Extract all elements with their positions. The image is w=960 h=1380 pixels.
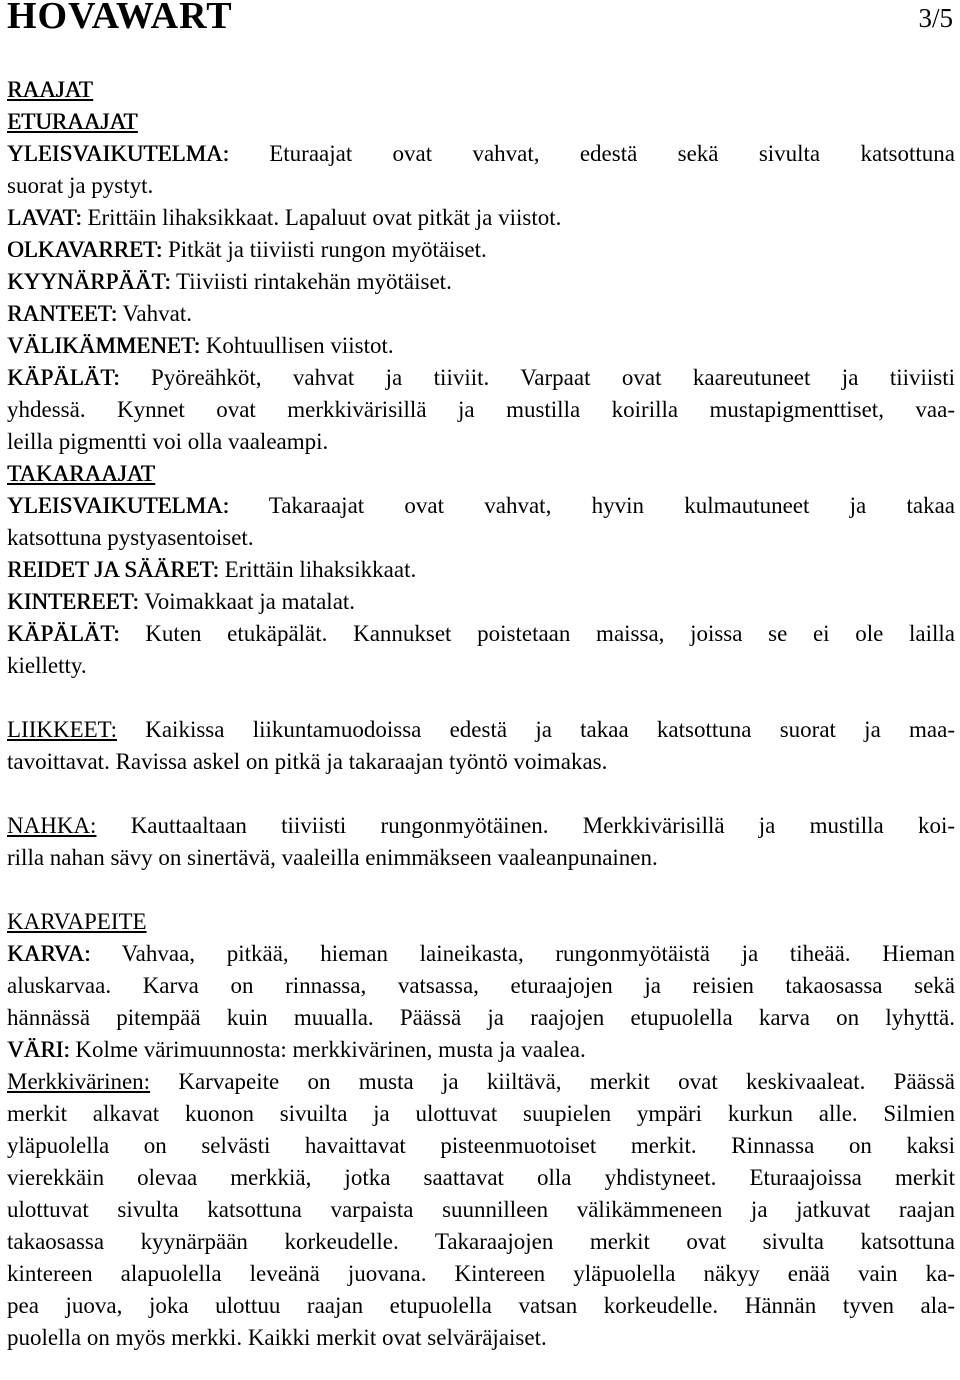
skin-text: Kauttaaltaan tiiviisti rungonmyötäinen. Merkkivärisillä ja mustilla koi- [130,813,955,838]
movement-line-2: tavoittavat. Ravissa askel on pitkä ja takaraajan työntö voimakas. [7,749,608,774]
spacer [7,682,955,714]
movement-line [7,714,955,746]
wrists-line [7,298,955,330]
pasterns-label: VÄLIKÄMMENET: [7,333,201,358]
hair-line-2: aluskarvaa. Karva on rinnassa, vatsassa, eturaajojen ja reisien takaosassa sekä [7,973,955,998]
pasterns-line [7,330,955,362]
shoulders-text: Erittäin lihaksikkaat. Lapaluut ovat pitkät ja viistot. [87,205,562,230]
front-feet-line [7,362,955,394]
hind-general-text: Takaraajat ovat vahvat, hyvin kulmautuneet ja takaa [268,493,955,518]
hind-feet-line [7,618,955,650]
hocks-label: KINTEREET: [7,589,139,614]
movement-section [7,714,955,778]
front-feet-text: Pyöreähköt, vahvat ja tiiviit. Varpaat ovat kaareutuneet ja tiiviisti [151,365,956,390]
color-line [7,1034,955,1066]
upper-arms-text: Pitkät ja tiiviisti rungon myötäiset. [167,237,487,262]
color-text: Kolme värimuunnosta: merkkivärinen, musta ja vaalea. [75,1037,586,1062]
hind-limbs-heading: TAKARAAJAT [7,461,155,486]
marked-line-2: merkit alkavat kuonon sivuilta ja ulottuvat suupielen ympäri kurkun alle. Silmien [7,1101,955,1126]
movement-text: Kaikissa liikuntamuodoissa edestä ja takaa katsottuna suorat ja maa- [145,717,955,742]
marked-line-7: kintereen alapuolella leveänä juovana. Kintereen yläpuolella näkyy enää vain ka- [7,1261,955,1286]
document-page [7,0,955,1354]
front-feet-line-2: yhdessä. Kynnet ovat merkkivärisillä ja mustilla koirilla mustapigmenttiset, vaa- [7,397,955,422]
wrists-label: RANTEET: [7,301,118,326]
limbs-heading: RAAJAT [7,77,93,102]
document-title: HOVAWART [7,0,233,37]
marked-line-8: pea juova, joka ulottuu raajan etupuolella vatsan korkeudelle. Hännän tyven ala- [7,1293,955,1318]
elbows-label: KYYNÄRPÄÄT: [7,269,171,294]
front-general-line-2: suorat ja pystyt. [7,173,154,198]
skin-line [7,810,955,842]
elbows-line [7,266,955,298]
pasterns-text: Kohtuullisen viistot. [205,333,394,358]
hind-feet-text: Kuten etukäpälät. Kannukset poistetaan maissa, joissa se ei ole lailla [145,621,956,646]
front-general-line [7,138,955,170]
marked-line-9: puolella on myös merkki. Kaikki merkit ovat selväräjaiset. [7,1325,547,1350]
elbows-text: Tiiviisti rintakehän myötäiset. [176,269,452,294]
marked-line-3: yläpuolella on selvästi havaittavat pisteenmuotoiset merkit. Rinnassa on kaksi [7,1133,955,1158]
page-header [7,0,955,36]
wrists-text: Vahvat. [122,301,192,326]
page-number: 3/5 [918,3,953,33]
front-feet-label: KÄPÄLÄT: [7,365,120,390]
shoulders-line [7,202,955,234]
marked-line-5: ulottuvat sivulta katsottuna varpaista suunnilleen välikämmeneen ja jatkuvat raajan [7,1197,955,1222]
front-limbs-heading: ETURAAJAT [7,109,138,134]
color-label: VÄRI: [7,1037,70,1062]
marked-label: Merkkivärinen: [7,1069,151,1094]
hair-label: KARVA: [7,941,91,966]
hair-line [7,938,955,970]
thighs-text: Erittäin lihaksikkaat. [224,557,417,582]
marked-line [7,1066,955,1098]
marked-line-6: takaosassa kyynärpään korkeudelle. Takaraajojen merkit ovat sivulta katsottuna [7,1229,955,1254]
hind-general-line-2: katsottuna pystyasentoiset. [7,525,254,550]
hind-general-label: YLEISVAIKUTELMA: [7,493,229,518]
skin-section [7,810,955,874]
spacer [7,874,955,906]
upper-arms-line [7,234,955,266]
hair-text: Vahvaa, pitkää, hieman laineikasta, rungonmyötäistä ja tiheää. Hieman [121,941,956,966]
coat-section [7,906,955,1354]
shoulders-label: LAVAT: [7,205,82,230]
hind-general-line [7,490,955,522]
hind-feet-label: KÄPÄLÄT: [7,621,120,646]
front-general-label: YLEISVAIKUTELMA: [7,141,229,166]
front-general-text: Eturaajat ovat vahvat, edestä sekä sivulta katsottuna [269,141,955,166]
thighs-label: REIDET JA SÄÄRET: [7,557,219,582]
coat-heading: KARVAPEITE [7,909,147,934]
marked-line-4: vierekkäin olevaa merkkiä, jotka saattavat olla yhdistyneet. Eturaajoissa merkit [7,1165,955,1190]
skin-label: NAHKA: [7,813,97,838]
front-feet-line-3: leilla pigmentti voi olla vaaleampi. [7,429,329,454]
hocks-text: Voimakkaat ja matalat. [144,589,356,614]
hocks-line [7,586,955,618]
skin-line-2: rilla nahan sävy on sinertävä, vaaleilla enimmäkseen vaaleanpunainen. [7,845,658,870]
upper-arms-label: OLKAVARRET: [7,237,163,262]
thighs-line [7,554,955,586]
spacer [7,778,955,810]
hair-line-3: hännässä pitempää kuin muualla. Päässä ja raajojen etupuolella karva on lyhyttä. [7,1005,955,1030]
marked-text: Karvapeite on musta ja kiiltävä, merkit ovat keskivaaleat. Päässä [178,1069,955,1094]
movement-label: LIIKKEET: [7,717,117,742]
hind-feet-line-2: kielletty. [7,653,87,678]
limbs-section [7,74,955,682]
